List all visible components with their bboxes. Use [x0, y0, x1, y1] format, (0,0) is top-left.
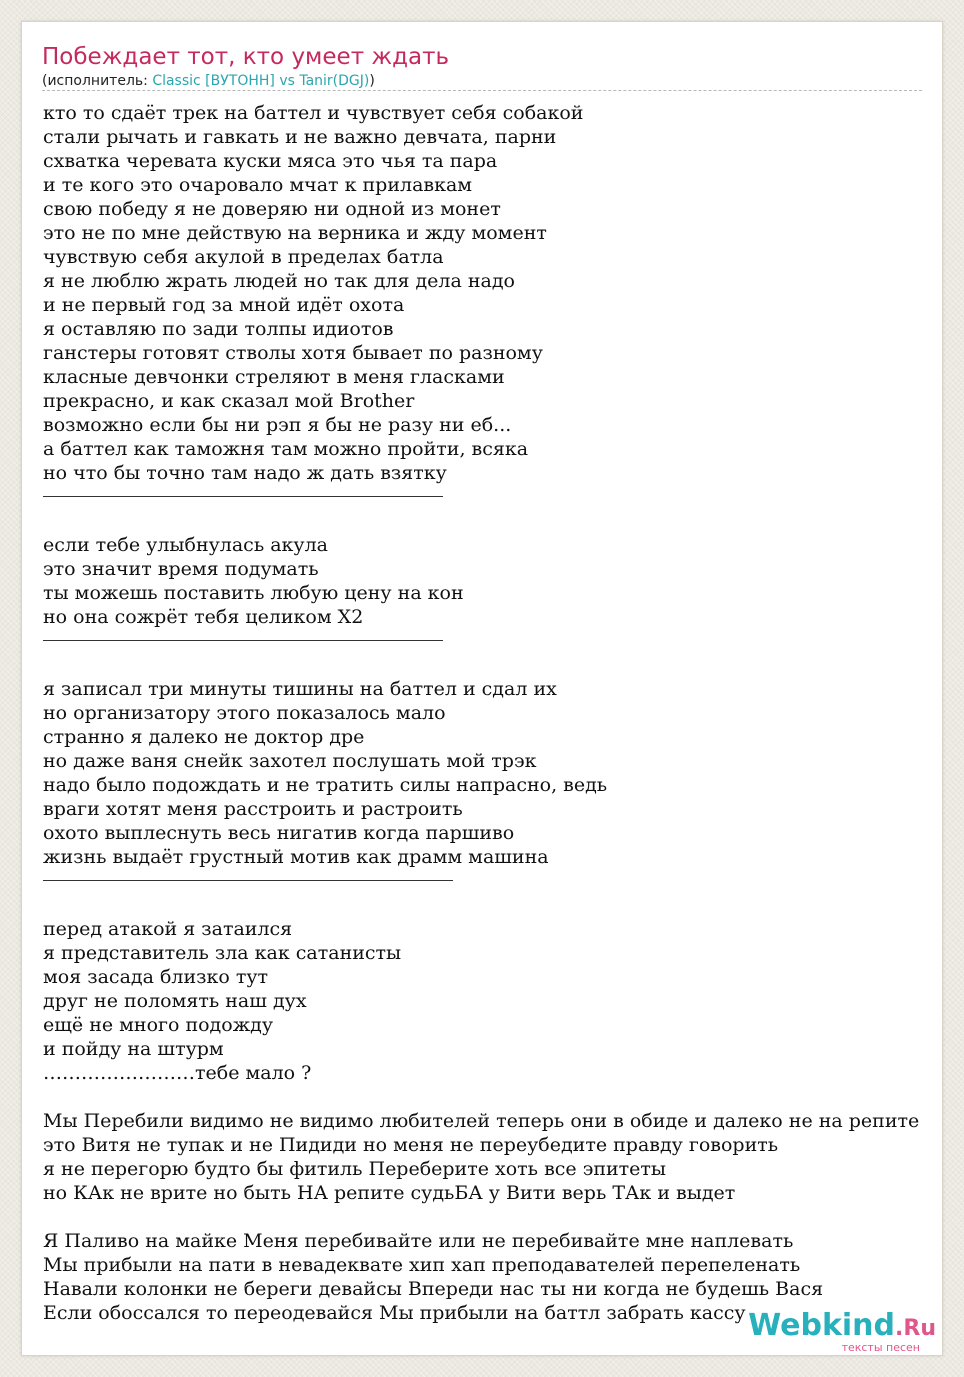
lyric-line: надо было подождать и не тратить силы напрасно, ведь [43, 774, 608, 796]
artist-prefix: (исполнитель: [42, 73, 153, 89]
lyric-line: возможно если бы ни рэп я бы не разу ни еб... [43, 414, 512, 436]
lyric-line: но она сожрёт тебя целиком Х2 [43, 606, 364, 628]
lyric-line: но КАк не врите но быть НА репите судьБА у Вити верь ТАк и выдет [43, 1182, 736, 1204]
lyric-line: друг не поломять наш дух [43, 990, 307, 1012]
watermark-subtitle: тексты песен [841, 1341, 920, 1354]
lyric-line: это не по мне действую на верника и жду момент [43, 222, 547, 244]
blank-line [43, 1085, 943, 1109]
lyric-line: Навали колонки не береги девайсы Впереди нас ты ни когда не будешь Вася [43, 1278, 824, 1300]
lyric-line: если тебе улыбнулась акула [43, 534, 328, 556]
lyric-line: это значит время подумать [43, 558, 319, 580]
lyric-line: свою победу я не доверяю ни одной из монет [43, 198, 501, 220]
lyric-line: Мы прибыли на пати в невадеквате хип хап преподавателей перепеленать [43, 1254, 801, 1276]
lyric-line: прекрасно, и как сказал мой Brother [43, 390, 415, 412]
lyric-line: а баттел как таможня там можно пройти, всяка [43, 438, 529, 460]
blank-line [43, 893, 943, 917]
lyric-line: но даже ваня снейк захотел послушать мой трэк [43, 750, 537, 772]
artist-line [42, 72, 375, 90]
lyric-line: я представитель зла как сатанисты [43, 942, 402, 964]
lyric-line: ещё не много подожду [43, 1014, 274, 1036]
lyric-line: враги хотят меня расстроить и растроить [43, 798, 463, 820]
lyric-line: охото выплеснуть весь нигатив когда паршиво [43, 822, 515, 844]
lyric-line: это Витя не тупак и не Пидиди но меня не переубедите правду говорить [43, 1134, 779, 1156]
lyric-line: ……………………тебе мало ? [43, 1062, 312, 1084]
lyric-line: стали рычать и гавкать и не важно девчата, парни [43, 126, 557, 148]
lyric-line: ты можешь поставить любую цену на кон [43, 582, 464, 604]
lyric-line: и те кого это очаровало мчат к прилавкам [43, 174, 473, 196]
lyric-line: я оставляю по зади толпы идиотов [43, 318, 394, 340]
blank-line [43, 653, 943, 677]
lyrics-text [43, 101, 943, 1325]
lyric-line: перед атакой я затаился [43, 918, 293, 940]
artist-suffix: ) [369, 73, 375, 89]
lyric-line: моя засада близко тут [43, 966, 269, 988]
lyrics-card [21, 21, 943, 1356]
verse-separator [43, 629, 943, 653]
lyric-line: Мы Перебили видимо не видимо любителей теперь они в обиде и далеко не на репите [43, 1110, 920, 1132]
lyric-line: схватка черевата куски мяса это чья та пара [43, 150, 498, 172]
lyric-line: чувствую себя акулой в пределах батла [43, 246, 444, 268]
lyric-line: я не люблю жрать людей но так для дела надо [43, 270, 515, 292]
blank-line [43, 509, 943, 533]
watermark-brand: Webkind [748, 1308, 896, 1343]
watermark-suffix: .Ru [895, 1316, 936, 1341]
song-title: Побеждает тот, кто умеет ждать [42, 44, 450, 70]
lyric-line: Я Паливо на майке Меня перебивайте или не перебивайте мне наплевать [43, 1230, 794, 1252]
lyric-line: но что бы точно там надо ж дать взятку [43, 462, 447, 484]
lyric-line: я записал три минуты тишины на баттел и сдал их [43, 678, 557, 700]
lyric-line: класные девчонки стреляют в меня гласками [43, 366, 505, 388]
blank-line [43, 1205, 943, 1229]
lyric-line: жизнь выдаёт грустный мотив как драмм машина [43, 846, 549, 868]
lyric-line: и пойду на штурм [43, 1038, 224, 1060]
lyric-line: но организатору этого показалось мало [43, 702, 446, 724]
lyric-line: и не первый год за мной идёт охота [43, 294, 405, 316]
verse-separator [43, 485, 943, 509]
verse-separator [43, 869, 943, 893]
lyric-line: Если обоссался то переодевайся Мы прибыли на баттл забрать кассу [43, 1302, 746, 1324]
lyric-line: кто то сдаёт трек на баттел и чувствует себя собакой [43, 102, 584, 124]
title-divider [42, 90, 922, 91]
lyric-line: ганстеры готовят стволы хотя бывает по разному [43, 342, 543, 364]
lyric-line: странно я далеко не доктор дре [43, 726, 365, 748]
lyric-line: я не перегорю будто бы фитиль Переберите хоть все эпитеты [43, 1158, 667, 1180]
artist-link[interactable]: Classic [ВУТОНН] vs Tanir(DGJ) [152, 73, 370, 89]
